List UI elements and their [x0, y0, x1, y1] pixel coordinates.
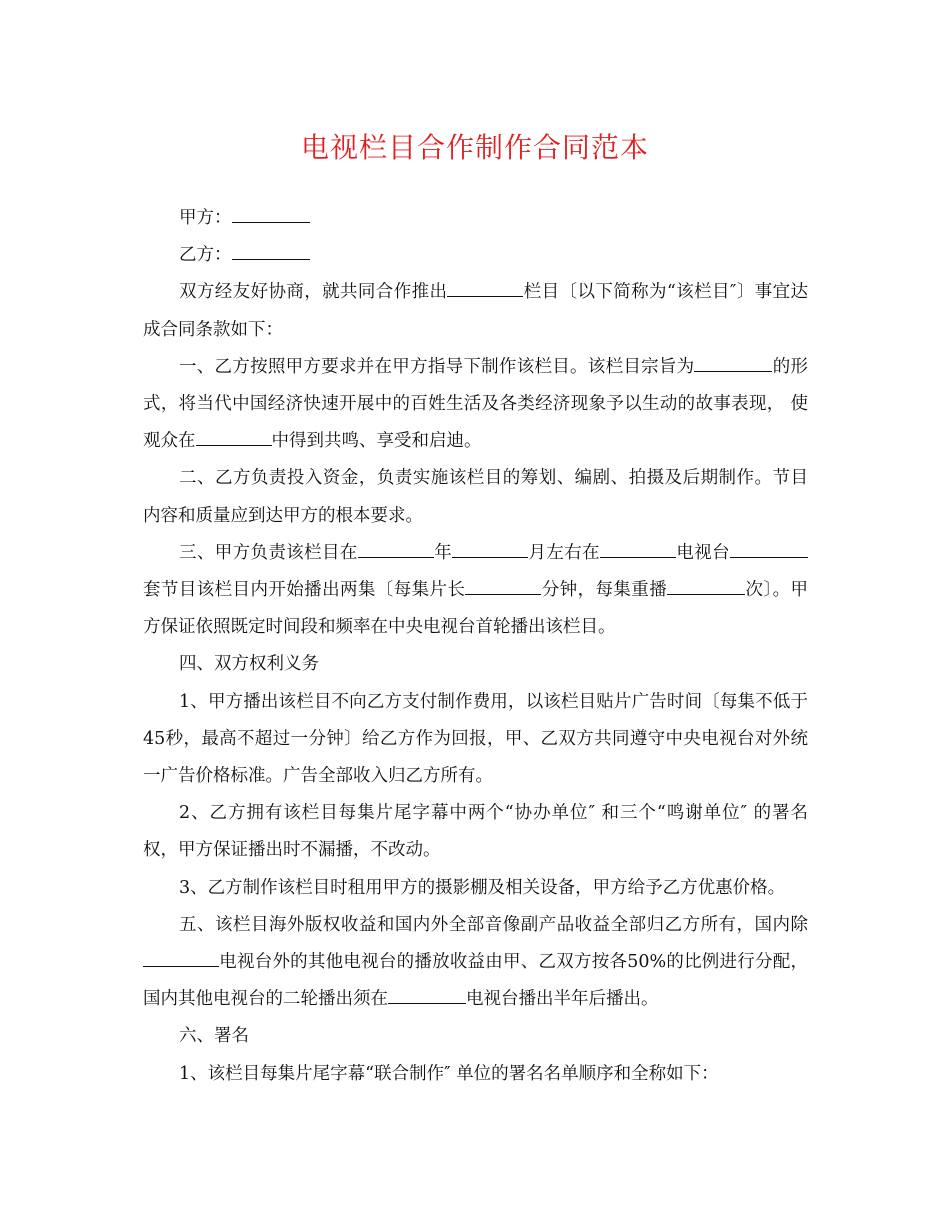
paragraph-text: 双方经友好协商，就共同合作推出: [179, 282, 448, 303]
paragraph-text: 套节目该栏目内开始播出两集〔每集片长: [143, 580, 466, 601]
section-heading: 六、署名: [179, 1026, 249, 1047]
blank-line: [232, 204, 310, 223]
paragraph-text: 中得到共鸣、享受和启迪。: [271, 431, 482, 452]
paragraph-clause-4-1: [143, 684, 808, 796]
party-b-label: 乙方：: [179, 245, 232, 266]
blank-line: [447, 278, 523, 297]
blank-line: [667, 576, 745, 595]
paragraph-text: 3、乙方制作该栏目时租用甲方的摄影棚及相关设备，甲方给予乙方优惠价格。: [179, 877, 786, 898]
paragraph-intro: [143, 274, 808, 348]
paragraph-text: 年: [433, 542, 453, 563]
paragraph-clause-5: [143, 907, 808, 1019]
paragraph-text: 1、甲方播出该栏目不向乙方支付制作费用，以该栏目贴片广告时间〔每集不低于45秒，最高不超过一分钟〕给乙方作为回报，甲、乙双方共同遵守中央电视台对外统一广告价格标准。广告全部收入归乙方所有。: [143, 691, 808, 787]
paragraph-text: 分钟，每集重播: [541, 580, 668, 601]
paragraph-text: 三、甲方负责该栏目在: [179, 542, 358, 563]
paragraph-text: 栏目〔以下简称为“该栏目″〕事宜达成合同条款如下：: [143, 282, 809, 340]
paragraph-text: 电视台: [675, 542, 731, 563]
document-body: [143, 200, 808, 1093]
paragraph-clause-6-1: [143, 1056, 808, 1093]
paragraph-clause-3: [143, 535, 808, 647]
document-title: 电视栏目合作制作合同范本: [300, 131, 649, 164]
paragraph-text: 次〕。甲方保证依照既定时间段和频率在中央电视台首轮播出该栏目。: [143, 580, 809, 638]
blank-line: [465, 576, 541, 595]
paragraph-clause-1: [143, 349, 808, 461]
paragraph-text: 电视台外的其他电视台的播放收益由甲、乙双方按各50%的比例进行分配，国内其他电视台的二轮播出须在: [143, 952, 808, 1010]
blank-line: [694, 352, 772, 371]
section-heading: 四、双方权利义务: [179, 654, 319, 675]
paragraph-text: 的形式，将当代中国经济快速开展中的百姓生活及各类经济现象予以生动的故事表现， 使观众在: [143, 356, 809, 452]
blank-line: [452, 538, 528, 557]
paragraph-section-4-heading: [143, 646, 808, 683]
paragraph-party-a: [143, 200, 808, 237]
paragraph-text: 1、该栏目每集片尾字幕“联合制作″ 单位的署名名单顺序和全称如下：: [179, 1063, 719, 1084]
blank-line: [232, 241, 310, 260]
party-a-label: 甲方：: [179, 208, 232, 228]
blank-line: [388, 985, 466, 1004]
paragraph-clause-2: [143, 460, 808, 534]
paragraph-text: 电视台播出半年后播出。: [466, 989, 659, 1010]
paragraph-text: 2、乙方拥有该栏目每集片尾字幕中两个“协办单位″ 和三个“鸣谢单位″ 的署名权，甲方保证播出时不漏播，不改动。: [143, 803, 808, 861]
paragraph-text: 一、乙方按照甲方要求并在甲方指导下制作该栏目。该栏目宗旨为: [179, 356, 695, 377]
paragraph-clause-4-3: [143, 870, 808, 907]
blank-line: [196, 427, 272, 446]
paragraph-text: 月左右在: [528, 542, 600, 563]
paragraph-section-6-heading: [143, 1018, 808, 1055]
blank-line: [358, 538, 434, 557]
paragraph-text: 二、乙方负责投入资金，负责实施该栏目的筹划、编剧、拍摄及后期制作。节目内容和质量应到达甲方的根本要求。: [143, 468, 808, 526]
paragraph-party-b: [143, 237, 808, 274]
blank-line: [143, 948, 219, 967]
blank-line: [730, 538, 808, 557]
paragraph-clause-4-2: [143, 795, 808, 869]
blank-line: [600, 538, 676, 557]
paragraph-text: 五、该栏目海外版权收益和国内外全部音像副产品收益全部归乙方所有，国内除: [179, 914, 808, 935]
